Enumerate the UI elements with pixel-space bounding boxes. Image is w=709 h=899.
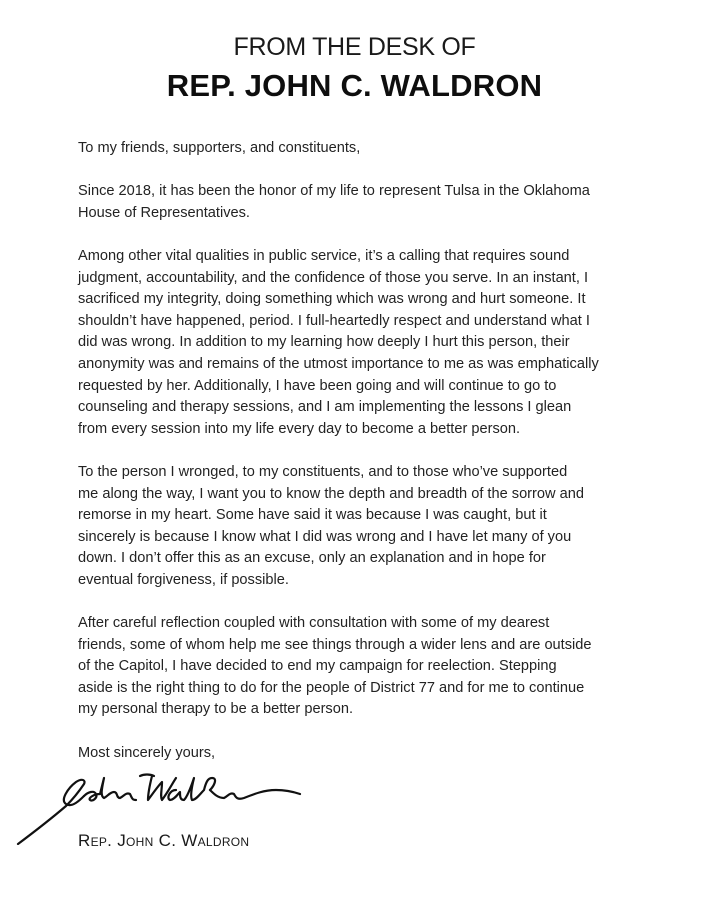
text-line: from every session into my life every day to become a better person. [78,420,521,437]
paragraph-2 [78,246,678,440]
text-line: Since 2018, it has been the honor of my life to represent Tulsa in the Oklahoma [78,183,590,200]
text-line: To the person I wronged, to my constituents, and to those who’ve supported [78,463,568,480]
text-line: eventual forgiveness, if possible. [78,571,289,588]
text-line: me along the way, I want you to know the depth and breadth of the sorrow and [78,485,584,502]
salutation [78,138,678,160]
text-line: sacrificed my integrity, doing something which was wrong and hurt someone. It [78,291,586,308]
text-line: counseling and therapy sessions, and I am implementing the lessons I glean [78,399,572,416]
letterhead-name: REP. JOHN C. WALDRON [166,68,543,103]
letterhead-from-desk: FROM THE DESK OF [233,33,476,61]
paragraph-3 [78,462,678,592]
text-line: friends, some of whom help me see things through a wider lens and are outside [78,636,592,653]
text-line: did was wrong. In addition to my learning how deeply I hurt this person, their [78,334,570,351]
text-line: my personal therapy to be a better person. [78,701,354,718]
text-line: remorse in my heart. Some have said it was because I was caught, but it [78,507,547,524]
paragraph-4 [78,613,678,721]
text-line: After careful reflection coupled with consultation with some of my dearest [78,615,550,632]
text-line: judgment, accountability, and the confidence of those you serve. In an instant, I [78,269,589,286]
text-line: requested by her. Additionally, I have been going and will continue to go to [78,377,557,394]
salutation-line: To my friends, supporters, and constituents, [78,140,361,156]
text-line: Among other vital qualities in public service, it’s a calling that requires sound [78,247,570,264]
text-line: House of Representatives. [78,204,250,221]
text-line: anonymity was and remains of the utmost importance to me as was emphatically [78,355,599,372]
closing-line: Most sincerely yours, [78,745,216,761]
text-line: sincerely is because I know what I did was wrong and I have let many of you [78,528,572,545]
text-line: aside is the right thing to do for the people of District 77 and for me to continue [78,679,585,696]
signer-name: Rep. John C. Waldron [78,831,250,850]
text-line: of the Capitol, I have decided to end my campaign for reelection. Stepping [78,658,557,675]
text-line: down. I don’t offer this as an excuse, only an explanation and in hope for [78,550,546,567]
signature-stroke-ohn [84,778,136,801]
signature-stroke-j [18,780,85,844]
text-line: shouldn’t have happened, period. I full-heartedly respect and understand what I [78,312,590,329]
letter-body [78,138,678,743]
signature-stroke-w [140,775,176,801]
signature-stroke-dron [210,790,300,799]
paragraph-1 [78,181,678,224]
signature-stroke-alt [168,778,215,800]
